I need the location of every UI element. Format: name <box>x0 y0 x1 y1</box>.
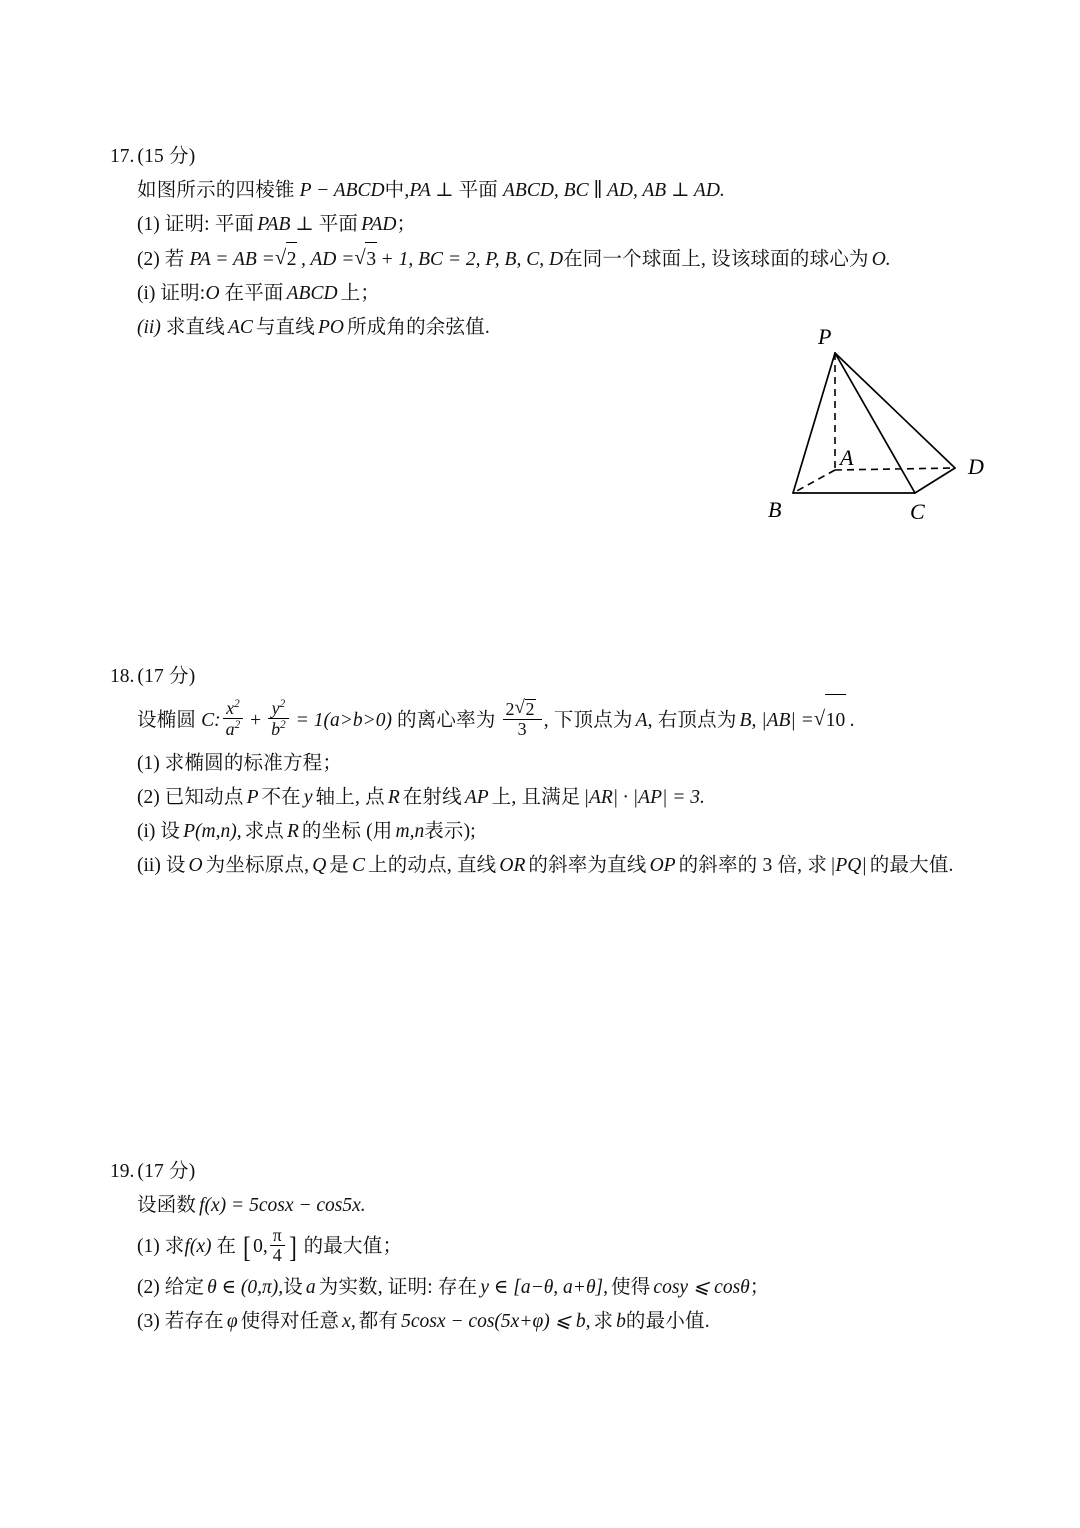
item-math: |AR| · |AP| = 3. <box>583 787 705 808</box>
item-text: 使得 <box>611 1277 651 1298</box>
frac-x2-a2: $\frac{x^2}{a^2}$ <box>223 698 244 740</box>
vertex-label-A: A <box>840 445 854 470</box>
problem-18-heading <box>0 660 1080 694</box>
item-text: 若 <box>164 249 185 270</box>
problem-19-item-2 <box>0 1271 1080 1305</box>
item-math: y ∈ [a−θ, a+θ], <box>480 1277 609 1298</box>
item-text: 求 <box>164 1236 185 1257</box>
item-text: 在同一个球面上, 设该球面的球心为 <box>563 249 869 270</box>
item-text: 在射线 <box>402 787 462 808</box>
item-text: 的最大值； <box>303 1236 403 1257</box>
problem-19-heading <box>0 1155 1080 1189</box>
problem-18-item-1 <box>0 747 1080 781</box>
edge-P-B <box>793 353 835 493</box>
vertex-label-P: P <box>818 324 832 349</box>
item-math: + 1, BC = 2, P, B, C, D <box>380 249 564 270</box>
problem-17-stem-math-1: P − ABCD <box>299 180 385 201</box>
item-text: 上, 且满足 <box>491 787 581 808</box>
problem-19-item-3 <box>0 1305 1080 1339</box>
item-label: (i) <box>137 821 156 842</box>
item-math: AP <box>464 787 489 808</box>
problem-18-item-2ii <box>0 849 1080 883</box>
item-math: P <box>246 787 259 808</box>
problem-17-heading <box>0 140 1080 174</box>
item-text: 求椭圆的标准方程； <box>164 753 343 774</box>
problem-18-item-2 <box>0 781 1080 815</box>
problem-19-points: (17 分) <box>137 1161 196 1182</box>
problem-17-item-2 <box>0 242 1080 277</box>
item-text: 设 <box>160 821 181 842</box>
item-text: 平面 <box>318 214 359 235</box>
interval-left-endpoint: 0, <box>253 1236 268 1257</box>
item-text: 求点 <box>244 821 284 842</box>
item-text: 上的动点, 直线 <box>368 855 497 876</box>
pyramid-svg <box>740 318 1030 538</box>
item-math: f(x) <box>184 1236 212 1257</box>
item-math: , AD = <box>300 249 355 270</box>
item-math: b <box>616 1311 626 1332</box>
item-math: ABCD <box>286 283 338 304</box>
item-math: OP <box>649 855 676 876</box>
problem-17-stem <box>0 174 1080 208</box>
problem-17-number: 17. <box>110 146 135 167</box>
stem-text: , 下顶点为 <box>543 710 633 731</box>
problem-19-item-1: (1) 求f(x) 在 [ 0, $\frac{\pi}{4}$ ] 的最大值； <box>137 1224 403 1266</box>
problem-17-item-2i <box>0 277 1080 311</box>
problem-18-number: 18. <box>110 666 135 687</box>
item-math: PO <box>317 317 344 338</box>
item-text: 的斜率为直线 <box>528 855 647 876</box>
frac-y2-b2: $\frac{y^2}{b^2}$ <box>268 698 289 740</box>
problem-18-item-2i <box>0 815 1080 849</box>
item-label: (ii) <box>137 855 161 876</box>
ellipse-equation: = 1(a>b>0) <box>295 710 393 731</box>
stem-text: , 右顶点为 <box>647 710 737 731</box>
frac-pi-4: $\frac{\pi}{4}$ <box>270 1226 285 1266</box>
problem-17-item-1 <box>0 208 1080 242</box>
item-math: |PQ| <box>830 855 867 876</box>
item-label: (1) <box>137 214 160 235</box>
vertex-label-C: C <box>910 499 925 524</box>
item-text: 在平面 <box>224 283 284 304</box>
item-math: x, <box>342 1311 356 1332</box>
item-text: 的坐标 (用 <box>301 821 393 842</box>
item-text: 的最大值. <box>869 855 954 876</box>
item-text: 求 <box>593 1311 614 1332</box>
problem-17-stem-text-1: 如图所示的四棱锥 <box>137 180 295 201</box>
item-text: 为实数, 证明: 存在 <box>318 1277 478 1298</box>
frac-eccentricity: $\frac{2 √ 2}{3}$ <box>503 699 542 740</box>
problem-19-number: 19. <box>110 1161 135 1182</box>
item-math: PAD <box>361 214 397 235</box>
ab-length: , |AB| = <box>751 710 814 731</box>
item-math: cosy ⩽ cosθ <box>653 1277 750 1298</box>
problem-19 <box>0 1155 1080 1339</box>
item-label: (3) <box>137 1311 160 1332</box>
problem-17-points: (15 分) <box>137 146 196 167</box>
item-label: (2) <box>137 787 160 808</box>
item-math: C <box>352 855 366 876</box>
item-math: O <box>188 855 203 876</box>
item-label: (2) <box>137 249 160 270</box>
item-label: (1) <box>137 753 160 774</box>
item-math: OR <box>499 855 526 876</box>
item-text: 所成角的余弦值. <box>346 317 490 338</box>
item-text: 轴上, 点 <box>315 787 385 808</box>
item-math: m,n <box>395 821 425 842</box>
item-math: R <box>387 787 400 808</box>
problem-17-stem-text-3: 平面 <box>458 180 498 201</box>
item-text: 不在 <box>261 787 301 808</box>
function-definition: f(x) = 5cosx − cos5x. <box>199 1195 366 1216</box>
item-text: 设 <box>283 1277 303 1298</box>
item-label: (1) <box>137 1236 160 1257</box>
stem-text: 设椭圆 <box>137 710 197 731</box>
problem-18 <box>0 660 1080 883</box>
item-math: O <box>205 283 220 304</box>
item-text: 证明: <box>160 283 206 304</box>
item-text: 已知动点 <box>164 787 244 808</box>
item-text: 若存在 <box>164 1311 224 1332</box>
item-text: 上； <box>340 283 380 304</box>
item-math: P(m,n), <box>183 821 242 842</box>
edge-C-D <box>915 468 955 493</box>
vertex-label-D: D <box>968 454 984 479</box>
item-text: 使得对任意 <box>240 1311 340 1332</box>
item-text: 求直线 <box>165 317 225 338</box>
item-math: 5cosx − cos(5x+φ) ⩽ b, <box>401 1311 591 1332</box>
problem-17-stem-math-2: PA ⊥ <box>409 180 454 201</box>
item-math: PAB ⊥ <box>257 214 314 235</box>
item-label: (2) <box>137 1277 160 1298</box>
edge-P-C <box>835 353 915 493</box>
vertex-b: B <box>739 710 752 731</box>
vertex-a: A <box>635 710 648 731</box>
item-math: θ ∈ (0,π), <box>207 1277 284 1298</box>
item-math: y <box>303 787 313 808</box>
item-text: 设 <box>165 855 186 876</box>
item-math: φ <box>226 1311 238 1332</box>
item-text: 的最小值. <box>625 1311 710 1332</box>
item-math: O. <box>871 249 891 270</box>
plus-sign: + <box>250 710 262 731</box>
item-text: 证明: 平面 <box>164 214 255 235</box>
problem-17-stem-text-2: 中, <box>384 180 410 201</box>
item-text: 与直线 <box>255 317 315 338</box>
item-text: 都有 <box>358 1311 399 1332</box>
item-label: (i) <box>137 283 156 304</box>
item-math: AC <box>227 317 253 338</box>
sqrt-10: √ 10 <box>814 694 849 747</box>
ellipse-name: C: <box>201 710 221 731</box>
item-label: (ii) <box>137 317 161 338</box>
item-math: R <box>287 821 299 842</box>
problem-18-stem: 设椭圆 C: $\frac{x^2}{a^2}$ + $\frac{y^2}{b^2}$ = 1(a>b>0) 的离心率为 $\frac{2 √ 2}{3}$ , 下顶点为 A, 右顶点为 B, |AB| = √ 10 . <box>0 694 1080 747</box>
item-text: ； <box>396 214 417 235</box>
item-text: ； <box>749 1277 770 1298</box>
item-text: 的斜率的 3 倍, 求 <box>678 855 828 876</box>
problem-19-stem <box>0 1189 1080 1223</box>
figure-pyramid-P-ABCD <box>740 318 1030 538</box>
problem-17 <box>0 140 1080 345</box>
item-text: 给定 <box>164 1277 205 1298</box>
vertex-label-B: B <box>768 497 782 522</box>
item-text: 表示); <box>424 821 476 842</box>
problem-18-points: (17 分) <box>137 666 196 687</box>
item-math: a <box>305 1277 316 1298</box>
dashed-edges <box>793 353 955 493</box>
stem-text: 设函数 <box>137 1195 197 1216</box>
sqrt-2: √ 2 <box>275 242 300 277</box>
item-text: 为坐标原点, <box>205 855 310 876</box>
solid-edges <box>793 353 955 493</box>
item-text: 是 <box>329 855 349 876</box>
stem-text: 的离心率为 <box>397 710 496 731</box>
problem-17-stem-math-3: ABCD, BC ∥ AD, AB ⊥ AD. <box>503 180 725 201</box>
item-text: 在 <box>216 1236 237 1257</box>
sqrt-3: √ 3 <box>354 242 379 277</box>
item-math: PA = AB = <box>189 249 275 270</box>
item-math: Q <box>312 855 327 876</box>
